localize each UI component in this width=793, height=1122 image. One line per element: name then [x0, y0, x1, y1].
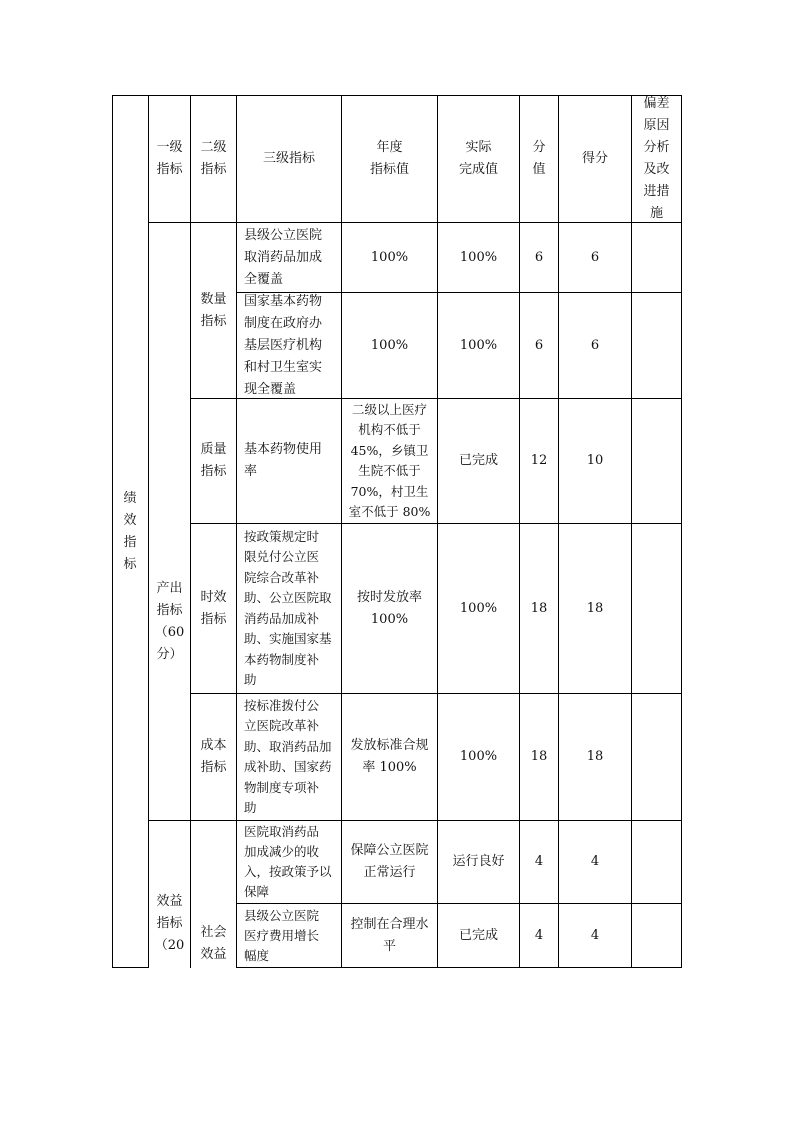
table-cell-actual: 已完成 [458, 453, 498, 468]
table-cell-points: 6 [534, 337, 544, 353]
table-cell-indicator: 国家基本药物 制度在政府办 基层医疗机构 和村卫生室实 现全覆盖 [244, 293, 323, 397]
table-cell-target: 100% [370, 249, 409, 265]
group-output: 产出 指标 （60 分） [154, 580, 185, 662]
table-cell-points: 18 [530, 749, 548, 764]
table-cell-target: 按时发放率 100% [356, 589, 422, 627]
table-cell-target: 保障公立医院 正常运行 [350, 843, 429, 880]
table-cell-score: 4 [590, 854, 600, 869]
table-cell-indicator: 医院取消药品 加成减少的收 入，按政策予以 保障 [244, 824, 332, 899]
table-border-bottom [236, 967, 682, 968]
header-level1: 一级 指标 [156, 140, 183, 177]
table-cell-target: 控制在合理水 平 [350, 916, 429, 954]
table-cell-points: 4 [534, 927, 544, 943]
table-cell-indicator: 按政策规定时 限兑付公立医 院综合改革补 助、公立医院取 消药品加成补 助、实施国家基 本药物制度补 助 [244, 528, 332, 687]
table-cell-points: 18 [530, 600, 548, 616]
table-cell-indicator: 县级公立医院 医疗费用增长 幅度 [244, 907, 320, 963]
table-cell-target: 100% [370, 337, 409, 353]
table-border-right [681, 95, 682, 968]
table-cell-indicator: 基本药物使用 率 [244, 442, 323, 479]
table-cell-score: 4 [590, 927, 600, 943]
header-score: 得分 [581, 151, 608, 166]
table-cell-score: 18 [586, 749, 604, 764]
group-timeliness: 时效 指标 [200, 589, 227, 627]
header-actual: 实际 完成值 [458, 140, 498, 177]
category-label: 绩 效 指 标 [123, 490, 137, 572]
table-cell-points: 12 [530, 453, 548, 468]
table-cell-score: 10 [586, 453, 604, 468]
group-social: 社会 效益 [200, 925, 227, 962]
header-points: 分 值 [532, 140, 546, 177]
header-level2: 二级 指标 [200, 140, 227, 177]
table-cell-points: 4 [534, 854, 544, 869]
table-cell-score: 6 [590, 337, 600, 353]
table-cell-indicator: 县级公立医院 取消药品加成 全覆盖 [244, 227, 323, 287]
table-cell-score: 18 [586, 600, 604, 616]
table-cell-score: 6 [590, 249, 600, 265]
header-target: 年度 指标值 [369, 140, 409, 177]
table-cell-actual: 100% [459, 749, 498, 764]
group-quantity: 数量 指标 [200, 291, 227, 329]
table-cell-actual: 100% [459, 600, 498, 616]
table-cell-target: 发放标准合规 率 100% [350, 738, 429, 775]
table-cell-indicator: 按标准拨付公 立医院改革补 助、取消药品加 成补助、国家药 物制度专项补 助 [244, 697, 332, 815]
table-cell-target: 二级以上医疗 机构不低于 45%，乡镇卫 生院不低于 70%，村卫生 室不低于 80% [348, 401, 431, 519]
group-cost: 成本 指标 [200, 738, 227, 775]
group-benefit: 效益 指标 （20 [154, 894, 185, 953]
grid-line [631, 95, 632, 968]
header-remarks: 偏差 原因 分析 及改 进措 施 [643, 96, 670, 221]
table-cell-actual: 100% [459, 337, 498, 353]
table-cell-points: 6 [534, 249, 544, 265]
header-level3: 三级指标 [262, 151, 315, 166]
table-cell-actual: 100% [459, 249, 498, 265]
table-cell-actual: 已完成 [458, 927, 498, 943]
group-quality: 质量 指标 [200, 442, 227, 479]
table-cell-actual: 运行良好 [452, 854, 505, 869]
